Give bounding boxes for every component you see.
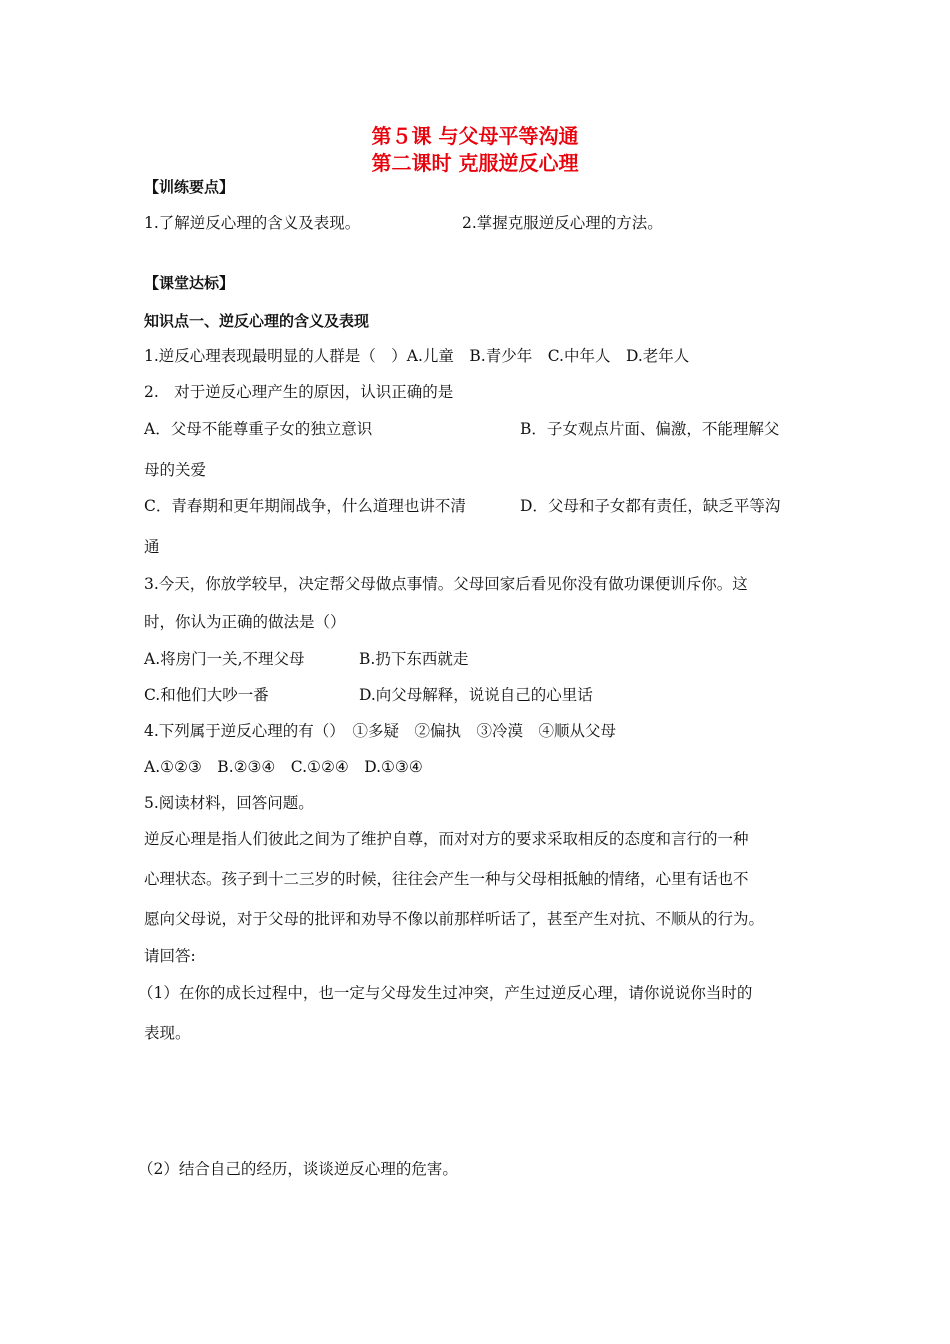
question-5-material-line-1: 逆反心理是指人们彼此之间为了维护自尊，而对对方的要求采取相反的态度和言行的一种 (144, 830, 749, 848)
question-3-option-b: B.扔下东西就走 (359, 650, 469, 668)
question-5-stem: 5.阅读材料，回答问题。 (144, 794, 314, 812)
lesson-title: 第５课 与父母平等沟通 (371, 124, 579, 148)
question-5-sub-2: （2）结合自己的经历，谈谈逆反心理的危害。 (138, 1160, 458, 1178)
question-3-option-d: D.向父母解释，说说自己的心里话 (359, 686, 593, 704)
training-point-1: 1.了解逆反心理的含义及表现。 (144, 214, 361, 232)
question-3-line-2: 时，你认为正确的做法是（） (144, 613, 346, 631)
question-2-option-c: C．青春期和更年期闹战争，什么道理也讲不清 (144, 497, 466, 515)
question-3-option-a: A.将房门一关,不理父母 (144, 650, 305, 668)
question-3-line-1: 3.今天，你放学较早，决定帮父母做点事情。父母回家后看见你没有做功课便训斥你。这 (144, 575, 748, 593)
training-point-2: 2.掌握克服逆反心理的方法。 (462, 214, 663, 232)
classroom-heading: 【课堂达标】 (144, 274, 235, 292)
question-5-sub-1-line-1: （1）在你的成长过程中，也一定与父母发生过冲突，产生过逆反心理，请你说说你当时的 (138, 984, 753, 1002)
question-2-option-b: B．子女观点片面、偏激，不能理解父 (520, 420, 780, 438)
question-2-option-d: D．父母和子女都有责任，缺乏平等沟 (520, 497, 781, 515)
training-heading: 【训练要点】 (144, 178, 235, 196)
question-3-option-c: C.和他们大吵一番 (144, 686, 269, 704)
question-2-stem: 2. 对于逆反心理产生的原因，认识正确的是 (144, 383, 454, 401)
question-5-sub-1-line-2: 表现。 (144, 1024, 191, 1042)
question-5-prompt: 请回答: (144, 947, 196, 965)
question-5-material-line-2: 心理状态。孩子到十二三岁的时候，往往会产生一种与父母相抵触的情绪，心里有话也不 (144, 870, 749, 888)
question-1: 1.逆反心理表现最明显的人群是（ ）A.儿童 B.青少年 C.中年人 D.老年人 (144, 347, 690, 365)
question-2-option-a: A．父母不能尊重子女的独立意识 (144, 420, 373, 438)
knowledge-point-1: 知识点一、逆反心理的含义及表现 (144, 312, 370, 330)
question-2-option-b-continued: 母的关爱 (144, 461, 207, 479)
question-5-material-line-3: 愿向父母说，对于父母的批评和劝导不像以前那样听话了，甚至产生对抗、不顺从的行为。 (144, 910, 765, 928)
lesson-subtitle: 第二课时 克服逆反心理 (371, 151, 579, 175)
question-4-options: A.①②③ B.②③④ C.①②④ D.①③④ (144, 758, 423, 776)
question-4: 4.下列属于逆反心理的有（） ①多疑 ②偏执 ③冷漠 ④顺从父母 (144, 722, 617, 740)
question-2-option-d-continued: 通 (144, 538, 160, 556)
